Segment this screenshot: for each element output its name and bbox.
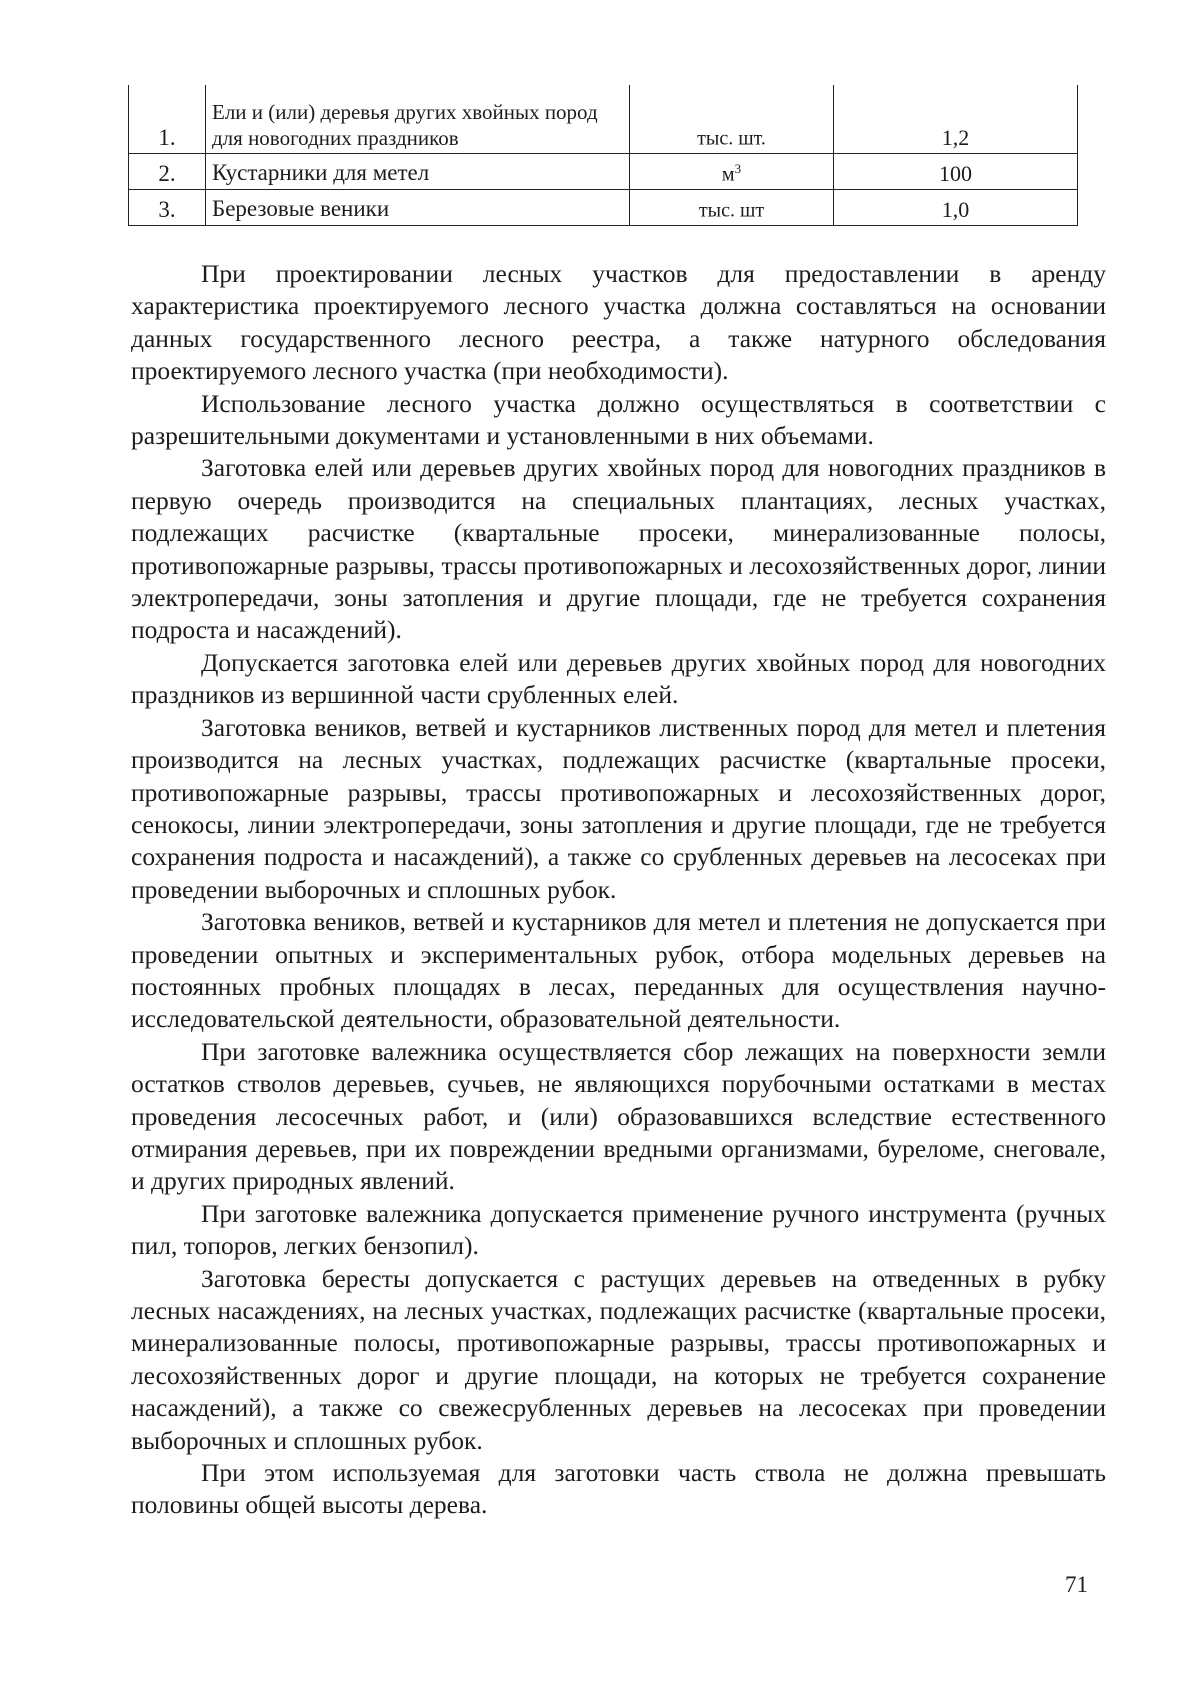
paragraph: Заготовка веников, ветвей и кустарников для метел и плетения не допускается при проведении опытных и экспериментальных рубок, отбора модельных деревьев на постоянных пробных площадях в лесах, переданных для осуществления научно-исследовательской деятельности, образовательной деятельности. [131,907,1106,1034]
paragraph: Заготовка елей или деревьев других хвойных пород для новогодних праздников в первую очередь производится на специальных плантациях, лесных участках, подлежащих расчистке (квартальные просеки, минерализованные полосы, противопожарные разрывы, трассы противопожарных и лесохозяйственных дорог, линии электропередачи, зоны затопления и другие площади, где не требуется сохранения подроста и насаждений). [131,453,1106,645]
volume-value: 1,2 [834,85,1078,154]
paragraph: При заготовке валежника допускается применение ручного инструмента (ручных пил, топоров, легких бензопил). [131,1198,1106,1261]
body-text [131,258,1106,1522]
paragraph: При проектировании лесных участков для предоставлении в аренду характеристика проектируемого лесного участка должна составляться на основании данных государственного лесного реестра, а также натурного обследования проектируемого лесного участка (при необходимости). [131,259,1106,386]
unit-text: тыс. шт. [697,128,766,150]
volume-value: 100 [834,154,1078,190]
resource-name: Березовые веники [206,190,630,226]
paragraph: Использование лесного участка должно осуществляться в соответствии с разрешительными документами и установленными в них объемами. [131,388,1106,451]
resource-name: Ели и (или) деревья других хвойных пород для новогодних праздников [206,85,630,154]
harvest-volume-table [128,85,1078,226]
volume-value: 1,0 [834,190,1078,226]
row-number: 3. [129,190,206,226]
unit-cell [630,190,834,226]
unit-text: тыс. шт [698,200,765,222]
resource-name: Кустарники для метел [206,154,630,190]
table-row [129,154,1078,190]
row-number: 1. [129,85,206,154]
page-number: 71 [1065,1572,1088,1597]
table-row [129,85,1078,154]
table-row [129,190,1078,226]
unit-cell [630,154,834,190]
row-number: 2. [129,154,206,190]
paragraph: Заготовка веников, ветвей и кустарников лиственных пород для метел и плетения производится на лесных участках, подлежащих расчистке (квартальные просеки, противопожарные разрывы, трассы противопожарных и лесохозяйственных дорог, сенокосы, линии электропередачи, зоны затопления и другие площади, где не требуется сохранения подроста и насаждений), а также со срубленных деревьев на лесосеках при проведении выборочных и сплошных рубок. [131,712,1106,904]
paragraph: Заготовка бересты допускается с растущих деревьев на отведенных в рубку лесных насаждениях, на лесных участках, подлежащих расчистке (квартальные просеки, минерализованные полосы, противопожарные разрывы, трассы противопожарных и лесохозяйственных дорог и другие площади, на которых не требуется сохранение насаждений), а также со свежесрубленных деревьев на лесосеках при проведении выборочных и сплошных рубок. [131,1263,1106,1455]
unit-superscript: 3 [734,161,742,177]
paragraph: Допускается заготовка елей или деревьев других хвойных пород для новогодних праздников из вершинной части срубленных елей. [131,647,1106,710]
unit-cell [630,85,834,154]
paragraph: При этом используемая для заготовки часть ствола не должна превышать половины общей высоты дерева. [131,1458,1106,1520]
paragraph: При заготовке валежника осуществляется сбор лежащих на поверхности земли остатков стволов деревьев, сучьев, не являющихся порубочными остатками в местах проведения лесосечных работ, и (или) образовавшихся вследствие естественного отмирания деревьев, при их повреждении вредными организмами, буреломе, снеговале, и других природных явлений. [131,1036,1106,1196]
unit-text: м [721,164,735,186]
